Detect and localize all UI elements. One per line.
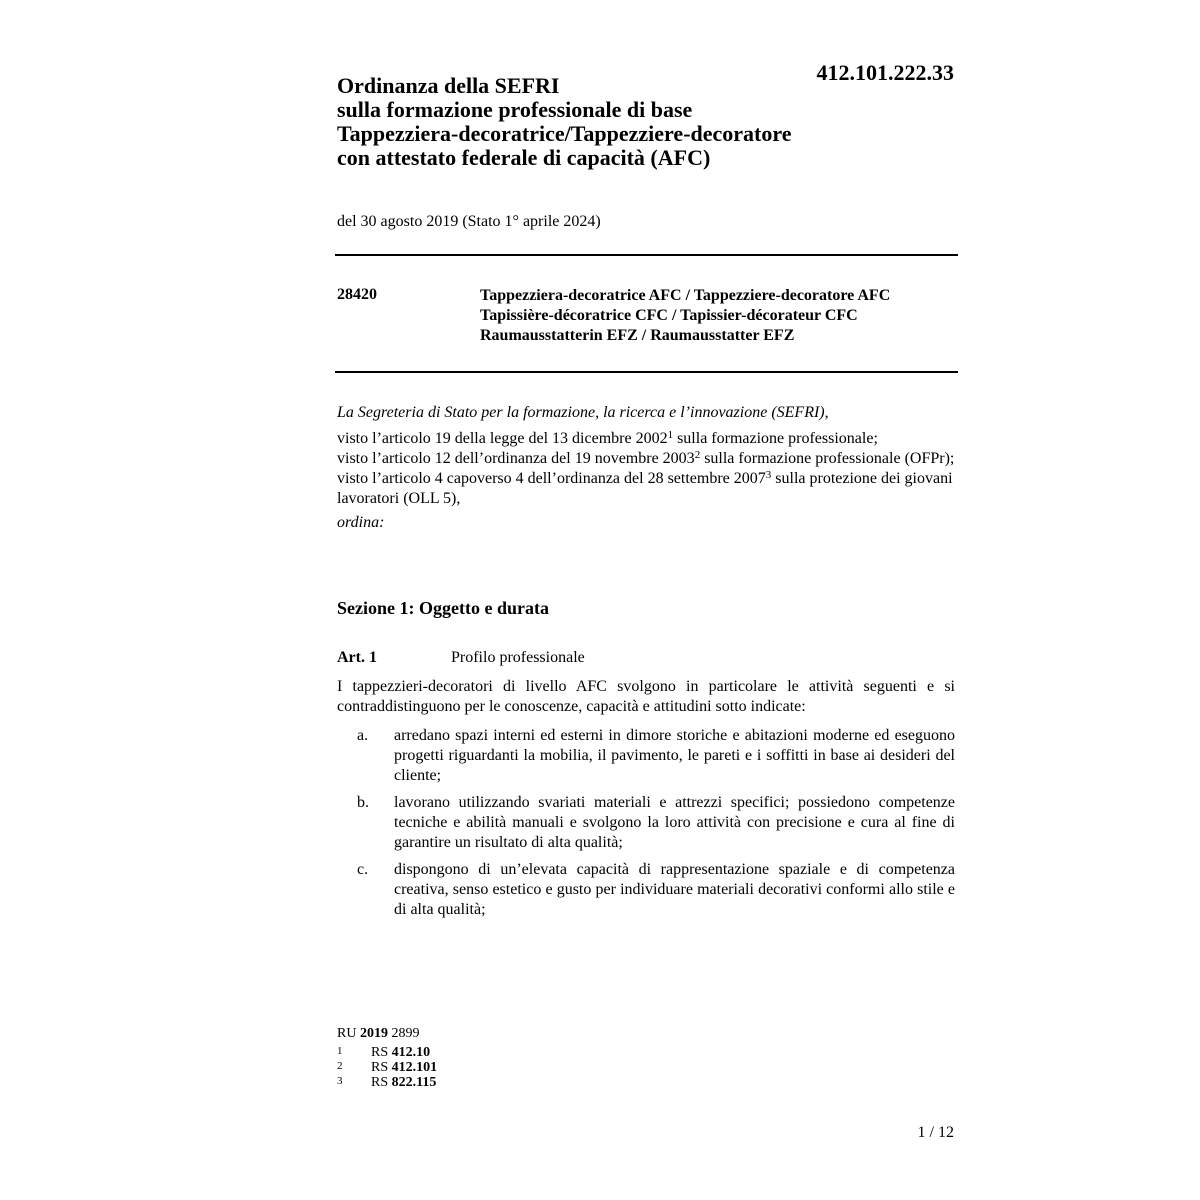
date-line: del 30 agosto 2019 (Stato 1° aprile 2024) [337,213,601,230]
footnote [337,1045,437,1060]
article-number: Art. 1 [337,649,377,666]
preamble [337,403,957,533]
divider-bottom [335,371,958,373]
article-intro: I tappezzieri-decoratori di livello AFC svolgono in particolare le attività seguenti e si contraddistinguono per le conoscenze, capacità e attitudini sotto indicate: [337,678,955,715]
footnote-number: 1 [337,1045,343,1057]
list-item [337,793,955,853]
preamble-ordina: ordina: [337,514,385,531]
list-text: dispongono di un’elevata capacità di rappresentazione spaziale e di competenza creativa, senso estetico e gusto per individuare materiali decorativi conformi allo stile e di alta qualità; [394,861,955,918]
article-list [337,726,955,927]
profession-title-fr: Tapissière-décoratrice CFC / Tapissier-décorateur CFC [480,307,858,324]
footnote-ref[interactable]: 2 [694,449,701,461]
list-letter: a. [357,727,369,744]
section-heading: Sezione 1: Oggetto e durata [337,598,549,618]
profession-code: 28420 [337,286,377,303]
footnote-ref[interactable]: 1 [667,429,674,441]
article-title: Profilo professionale [451,649,585,666]
footnote-text: RS 822.115 [371,1075,437,1090]
ordinance-title [337,74,897,170]
footnote-number: 2 [337,1060,343,1072]
title-line: con attestato federale di capacità (AFC) [337,145,711,170]
footnote-text: RS 412.10 [371,1045,431,1060]
footnote [337,1075,437,1090]
footnote [337,1060,437,1075]
preamble-authority: La Segreteria di Stato per la formazione, la ricerca e l’innovazione (SEFRI), [337,404,829,421]
title-line: Tappezziera-decoratrice/Tappezziere-decoratore [337,121,792,146]
profession-titles [480,286,890,346]
list-item [337,860,955,920]
list-letter: c. [357,861,369,878]
footnote-number: 3 [337,1075,343,1087]
preamble-visto: visto l’articolo 12 dell’ordinanza del 19 novembre 2003$^2$ sulla formazione professionale (OFPr); [337,449,955,467]
preamble-visto: visto l’articolo 19 della legge del 13 dicembre 2002$^1$ sulla formazione professionale; [337,429,878,447]
sr-number: 412.101.222.33 [816,60,954,85]
list-text: arredano spazi interni ed esterni in dimore storiche e abitazioni moderne ed eseguono progetti riguardanti la mobilia, il pavimento, le pareti e i soffitti in base ai desideri del cliente; [394,727,955,784]
title-line: Ordinanza della SEFRI [337,73,560,98]
list-letter: b. [357,794,369,811]
profession-title-de: Raumausstatterin EFZ / Raumausstatter EFZ [480,327,795,344]
page-number: 1 / 12 [917,1124,954,1141]
divider-top [335,254,958,256]
title-line: sulla formazione professionale di base [337,97,693,122]
profession-title-it: Tappezziera-decoratrice AFC / Tappezziere-decoratore AFC [480,287,891,304]
list-item [337,726,955,786]
footnote-text: RS 412.101 [371,1060,438,1075]
list-text: lavorano utilizzando svariati materiali e attrezzi specifici; possiedono competenze tecniche e abilità manuali e svolgono la loro attività con precisione e cura al fine di garantire un risultato di alta qualità; [394,794,955,851]
ru-reference: RU 2019 2899 [337,1026,420,1041]
preamble-visto: visto l’articolo 4 capoverso 4 dell’ordinanza del 28 settembre 2007$^3$ sulla protezione dei giovani lavoratori (OLL 5), [337,469,953,507]
footnote-ref[interactable]: 3 [765,469,772,481]
footnotes [337,1045,437,1090]
